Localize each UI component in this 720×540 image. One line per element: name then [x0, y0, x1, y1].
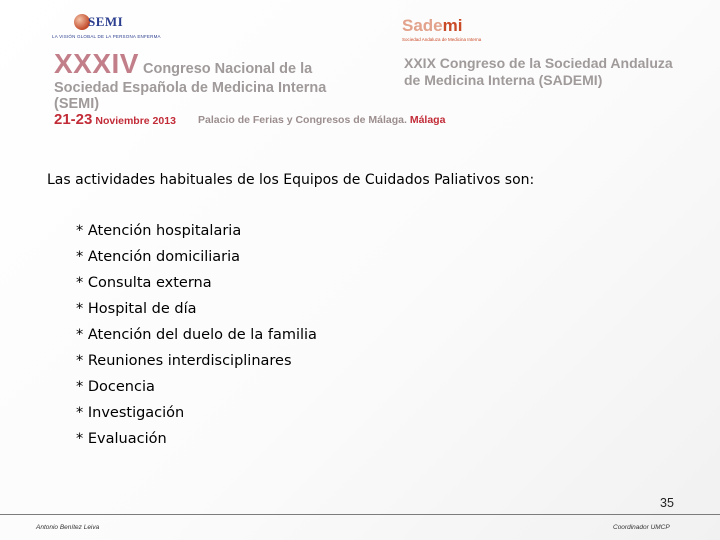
- congress-days: 21-23: [54, 111, 93, 128]
- sademi-logo: [402, 16, 481, 42]
- congress-number: XXXIV: [54, 48, 139, 79]
- sademi-name-part2: mi: [442, 16, 463, 35]
- list-item: * Evaluación: [76, 431, 167, 447]
- sademi-name-part1: Sade: [402, 16, 443, 35]
- congress-left-line2: Sociedad Española de Medicina Interna: [54, 80, 327, 96]
- footer-divider: [0, 514, 720, 515]
- list-item: * Atención hospitalaria: [76, 223, 242, 239]
- semi-congress-title: [54, 48, 326, 112]
- congress-left-line1: Congreso Nacional de la: [142, 61, 313, 77]
- list-item: * Atención domiciliaria: [76, 249, 241, 265]
- footer-author: Antonio Benítez Leiva: [36, 524, 100, 531]
- congress-header: [0, 0, 720, 140]
- list-item: * Consulta externa: [76, 275, 212, 291]
- venue-place: Palacio de Ferias y Congresos de Málaga.: [198, 114, 407, 126]
- congress-right-line1: XXIX Congreso de la Sociedad Andaluza: [404, 55, 673, 71]
- congress-venue: [198, 114, 445, 126]
- semi-logo: [52, 14, 182, 44]
- venue-city: Málaga: [409, 114, 446, 126]
- list-item: * Docencia: [76, 379, 155, 395]
- congress-left-line3: (SEMI): [54, 96, 100, 112]
- list-item: * Reuniones interdisciplinares: [76, 353, 292, 369]
- page-number: 35: [660, 496, 674, 510]
- congress-right-line2: de Medicina Interna (SADEMI): [404, 72, 603, 88]
- sademi-logo-name: [402, 16, 481, 36]
- semi-logo-tagline: LA VISIÓN GLOBAL DE LA PERSONA ENFERMA: [52, 34, 161, 39]
- list-item: * Hospital de día: [76, 301, 197, 317]
- footer-role: Coordinador UMCP: [613, 524, 670, 531]
- congress-month-year: Noviembre 2013: [95, 115, 176, 127]
- list-item: * Investigación: [76, 405, 185, 421]
- congress-dates: [54, 111, 176, 128]
- list-item: * Atención del duelo de la familia: [76, 327, 317, 343]
- semi-logo-name: SEMI: [88, 14, 124, 29]
- sademi-congress-title: [404, 55, 673, 89]
- slide-title: Las actividades habituales de los Equipos de Cuidados Paliativos son:: [47, 172, 535, 188]
- sademi-logo-subtitle: Sociedad Andaluza de Medicina Interna: [402, 37, 482, 42]
- activities-list: [76, 221, 317, 455]
